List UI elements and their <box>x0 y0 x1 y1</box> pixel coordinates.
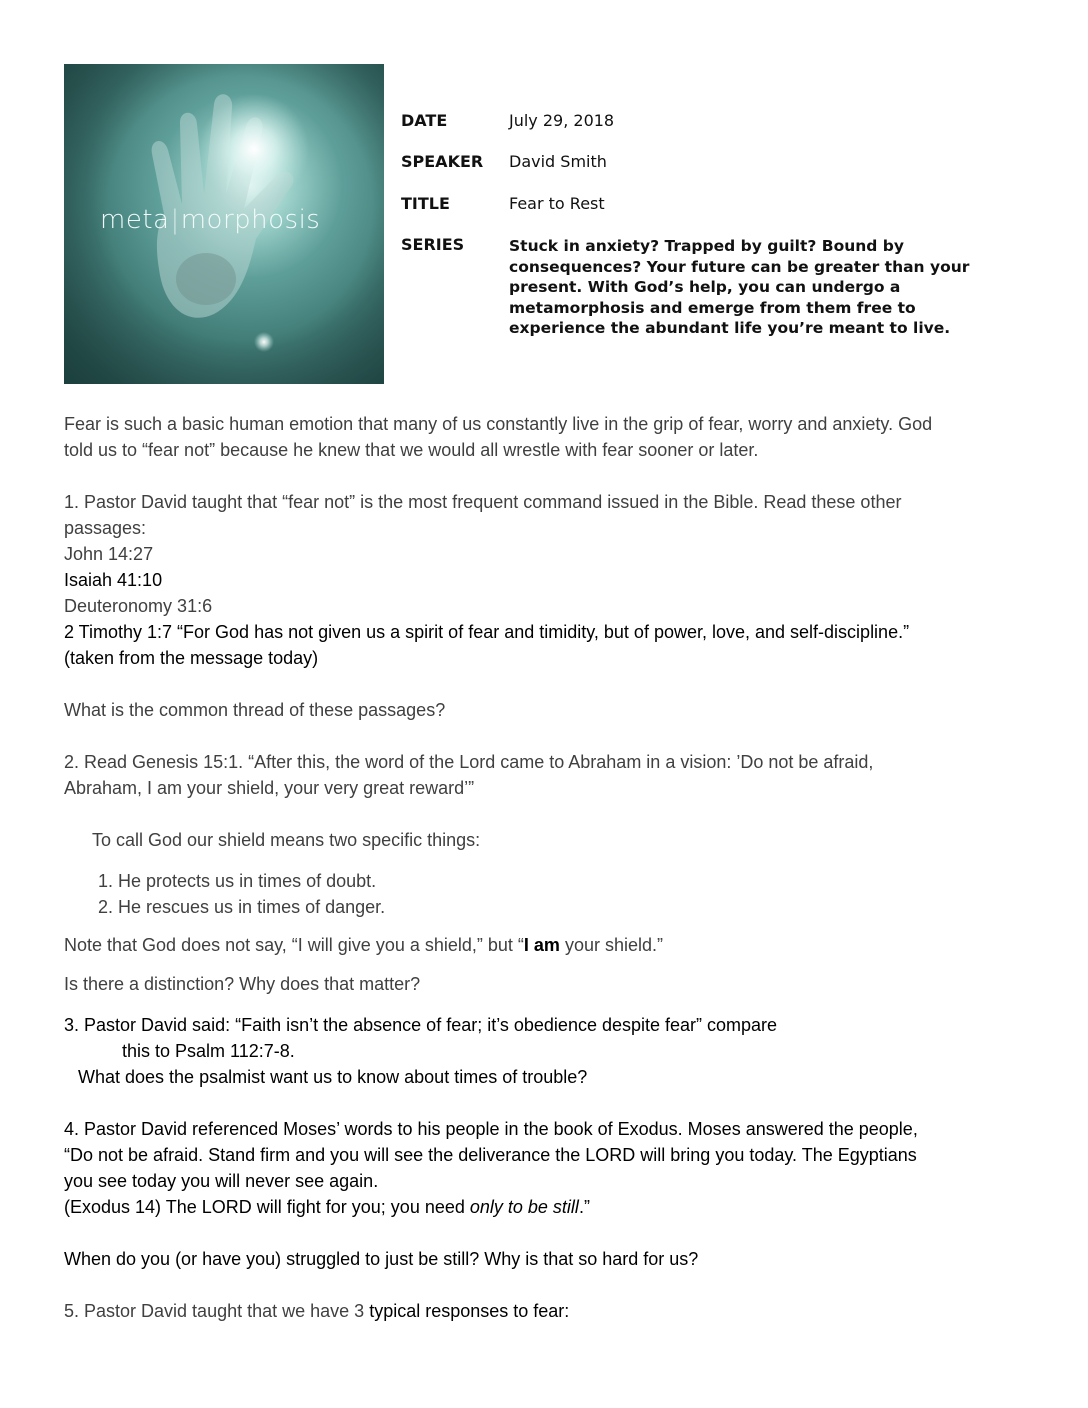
note-line <box>64 932 663 958</box>
title-label: TITLE <box>401 194 450 213</box>
q4-line4-italic: only to be still <box>469 1197 579 1217</box>
be-still-question: When do you (or have you) struggled to just be still? Why is that so hard for us? <box>64 1249 699 1269</box>
question-2-line-2: Abraham, I am your shield, your very great reward’” <box>64 778 475 798</box>
question-1-prompt: What is the common thread of these passages? <box>64 700 446 720</box>
series-cover-image <box>64 64 384 384</box>
note-bold: I am <box>523 935 560 955</box>
question-4-line-4 <box>64 1194 590 1220</box>
ref-timothy-line-1: 2 Timothy 1:7 “For God has not given us a spirit of fear and timidity, but of power, love, and self-discipline.” <box>64 622 910 642</box>
distinction-question: Is there a distinction? Why does that matter? <box>64 974 421 994</box>
question-4-line-3: you see today you will never see again. <box>64 1171 379 1191</box>
question-5-line <box>64 1298 569 1324</box>
q4-line4-suffix: .” <box>578 1197 590 1217</box>
question-3-line-2: this to Psalm 112:7-8. <box>122 1041 295 1061</box>
intro-line-2: told us to “fear not” because he knew that we would all wrestle with fear sooner or later. <box>64 440 759 460</box>
cover-title-left: meta <box>100 205 170 235</box>
shield-item-1: 1. He protects us in times of doubt. <box>98 871 377 891</box>
title-value: Fear to Rest <box>509 194 605 213</box>
speaker-value: David Smith <box>509 152 607 171</box>
q5-suffix: typical responses to fear: <box>369 1301 570 1321</box>
cover-title-right: morphosis <box>180 205 321 235</box>
date-value: July 29, 2018 <box>509 111 615 130</box>
shield-item-2: 2. He rescues us in times of danger. <box>98 897 386 917</box>
note-prefix: Note that God does not say, “I will give you a shield,” but “ <box>64 935 524 955</box>
intro-line-1: Fear is such a basic human emotion that many of us constantly live in the grip of fear, worry and anxiety. God <box>64 414 933 434</box>
question-1-line-2: passages: <box>64 518 147 538</box>
cover-title <box>100 205 320 235</box>
ref-deuteronomy: Deuteronomy 31:6 <box>64 596 213 616</box>
question-3-line-1: 3. Pastor David said: “Faith isn’t the absence of fear; it’s obedience despite fear” compare <box>64 1015 778 1035</box>
ref-john: John 14:27 <box>64 544 154 564</box>
speaker-label: SPEAKER <box>401 152 484 171</box>
note-suffix: your shield.” <box>559 935 663 955</box>
series-description: Stuck in anxiety? Trapped by guilt? Bound by consequences? Your future can be greater than your present. With God’s help, you can undergo a metamorphosis and emerge from them free to experience the abundant life you’re meant to live. <box>509 237 970 337</box>
question-3-line-3: What does the psalmist want us to know about times of trouble? <box>78 1067 588 1087</box>
cover-title-separator: | <box>170 205 180 235</box>
question-4-line-1: 4. Pastor David referenced Moses’ words to his people in the book of Exodus. Moses answered the people, <box>64 1119 918 1139</box>
question-1-line-1: 1. Pastor David taught that “fear not” is the most frequent command issued in the Bible. Read these other <box>64 492 902 512</box>
ref-isaiah: Isaiah 41:10 <box>64 570 163 590</box>
date-label: DATE <box>401 111 448 130</box>
q4-line4-prefix: (Exodus 14) The LORD will fight for you; you need <box>64 1197 470 1217</box>
q5-prefix: 5. Pastor David taught that we have 3 <box>64 1301 370 1321</box>
ref-timothy-line-2: (taken from the message today) <box>64 648 319 668</box>
question-4-line-2: “Do not be afraid. Stand firm and you will see the deliverance the LORD will bring you today. The Egyptians <box>64 1145 917 1165</box>
shield-intro: To call God our shield means two specific things: <box>92 830 481 850</box>
question-2-line-1: 2. Read Genesis 15:1. “After this, the word of the Lord came to Abraham in a vision: ’Do not be afraid, <box>64 752 874 772</box>
series-label: SERIES <box>401 235 465 254</box>
